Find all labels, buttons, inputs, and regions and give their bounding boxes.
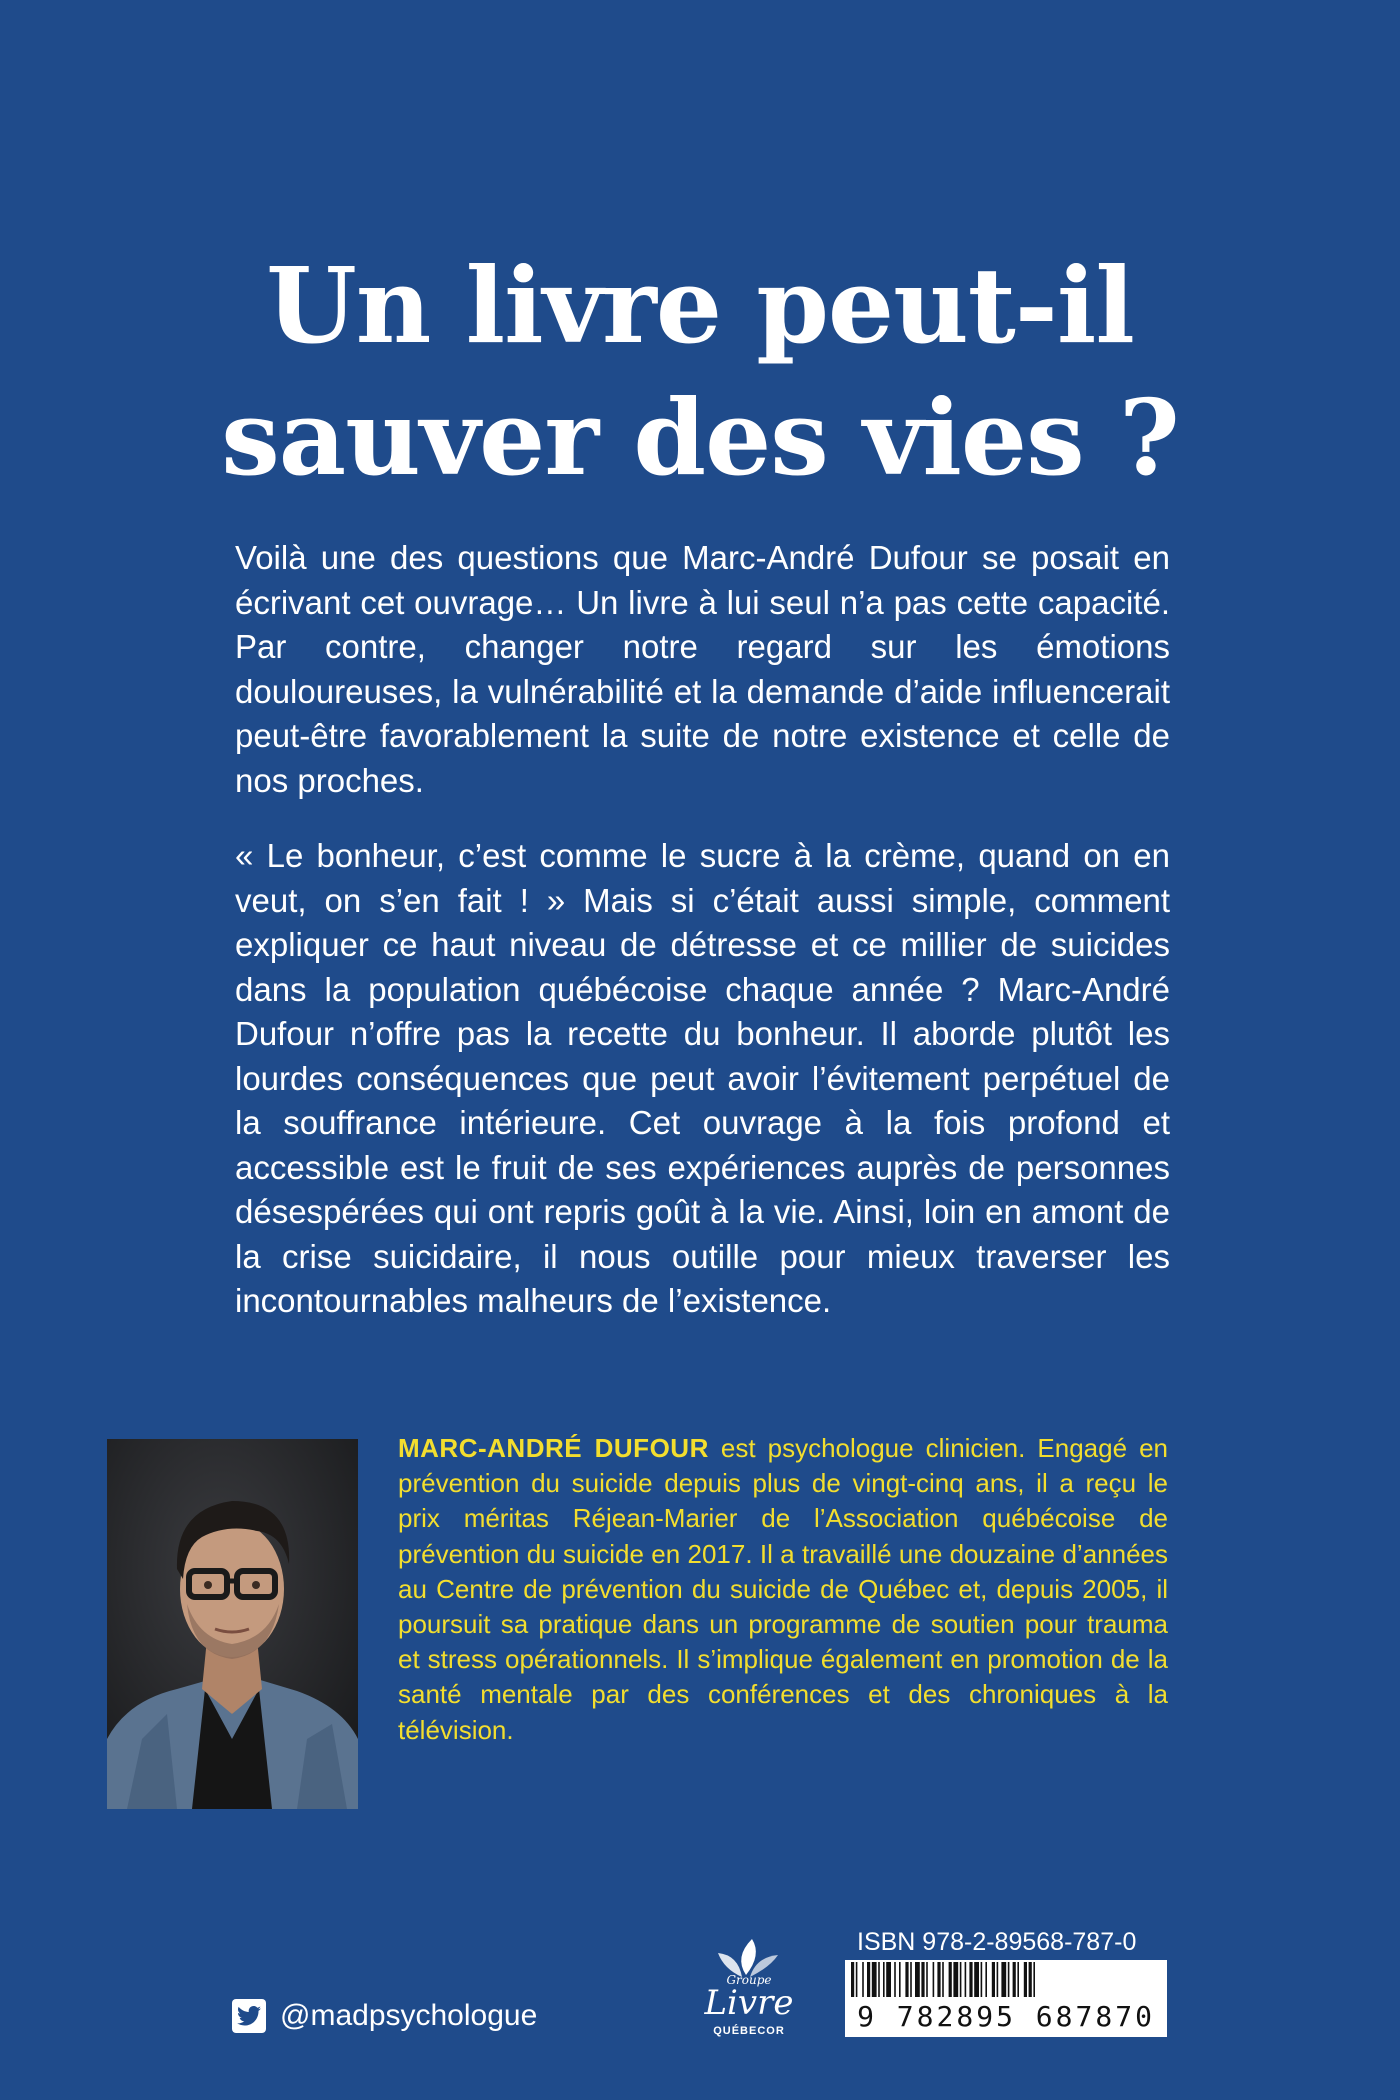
barcode-bar	[953, 1962, 958, 1998]
author-portrait-illustration	[107, 1439, 358, 1809]
barcode-bar	[894, 1962, 896, 1998]
barcode-bar	[851, 1962, 854, 1998]
barcode-bar	[883, 1962, 885, 1998]
author-photo	[107, 1439, 358, 1809]
barcode-bar	[960, 1962, 962, 1998]
barcode-bar	[969, 1962, 972, 1998]
author-bio	[398, 1431, 1168, 1748]
barcode-bar	[926, 1962, 928, 1998]
body-paragraph-1: Voilà une des questions que Marc-André Dufour se posait en écrivant cet ouvrage… Un livre à lui seul n’a pas cette capacité. Par contre, changer notre regard sur les émotions douloureuses, la vulnérabilité et la demande d’aide influencerait peut-être favorablement la suite de notre existence et celle de nos proches.	[235, 539, 1170, 799]
publisher-livre: Livre	[704, 1983, 794, 2023]
barcode-bar	[965, 1962, 967, 1998]
barcode-bar	[872, 1962, 877, 1998]
publisher-groupe: Groupe	[726, 1973, 772, 1987]
twitter-handle: @madpsychologue	[280, 1999, 538, 2032]
barcode-bar	[974, 1962, 979, 1998]
barcode-bar	[867, 1962, 870, 1998]
barcode-bar	[878, 1962, 880, 1998]
barcode-bar	[949, 1962, 952, 1998]
publisher-quebecor: QUÉBECOR	[713, 2025, 785, 2037]
barcode-bar	[915, 1962, 920, 1998]
headline-line-2: sauver des vies ?	[221, 376, 1179, 499]
barcode-bar	[910, 1962, 912, 1998]
barcode-bar	[933, 1962, 935, 1998]
barcode-bar	[1029, 1962, 1032, 1998]
barcode-bar	[1024, 1962, 1027, 1998]
barcode-bars	[845, 1960, 1167, 2000]
headline-line-1: Un livre peut-il	[266, 244, 1134, 367]
barcode-bar	[1008, 1962, 1010, 1998]
barcode-bar	[921, 1962, 924, 1998]
barcode-bar	[1033, 1962, 1035, 1998]
barcode-bar	[937, 1962, 940, 1998]
social-handle[interactable]	[232, 1996, 537, 2036]
barcode-bar	[981, 1962, 983, 1998]
twitter-icon	[232, 1999, 266, 2033]
barcode-bar	[942, 1962, 944, 1998]
barcode-bar	[1017, 1962, 1019, 1998]
author-name: MARC-ANDRÉ DUFOUR	[398, 1433, 709, 1463]
publisher-logo	[694, 1935, 804, 2050]
headline	[0, 240, 1400, 504]
barcode-bar	[985, 1962, 987, 1998]
barcode-bar	[899, 1962, 901, 1998]
barcode-bar	[862, 1962, 864, 1998]
isbn-label: ISBN 978-2-89568-787-0	[857, 1928, 1137, 1956]
barcode-bar	[905, 1962, 908, 1998]
barcode-bar	[997, 1962, 999, 1998]
barcode-bar	[992, 1962, 995, 1998]
barcode-bar	[886, 1962, 891, 1998]
body-paragraph-2: « Le bonheur, c’est comme le sucre à la crème, quand on en veut, on s’en fait ! » Mais si c’était aussi simple, comment expliquer ce haut niveau de détresse et ce millier de suicides dans la population québécoise chaque année ? Marc-André Dufour n’offre pas la recette du bonheur. Il aborde plutôt les lourdes conséquences que peut avoir l’évitement perpétuel de la souffrance intérieure. Cet ouvrage à la fois profond et accessible est le fruit de ses expériences auprès de personnes désespérées qui ont repris goût à la vie. Ainsi, loin en amont de la crise suicidaire, il nous outille pour mieux traverser les incontournables malheurs de l’existence.	[235, 837, 1170, 1319]
barcode-bar	[1013, 1962, 1016, 1998]
author-bio-text: est psychologue clinicien. Engagé en prévention du suicide depuis plus de vingt-cinq ans, il a reçu le prix méritas Réjean-Marier de l’Association québécoise de prévention du suicide en 2017. Il a travaillé une douzaine d’années au Centre de prévention du suicide de Québec et, depuis 2005, il poursuit sa pratique dans un programme de soutien pour trauma et stress opérationnels. Il s’implique également en promotion de la santé mentale par des conférences et des chroniques à la télévision.	[398, 1433, 1168, 1745]
barcode-bar	[1001, 1962, 1006, 1998]
barcode-bar	[856, 1962, 858, 1998]
barcode-digits: 9 782895 687870	[845, 1997, 1167, 2037]
